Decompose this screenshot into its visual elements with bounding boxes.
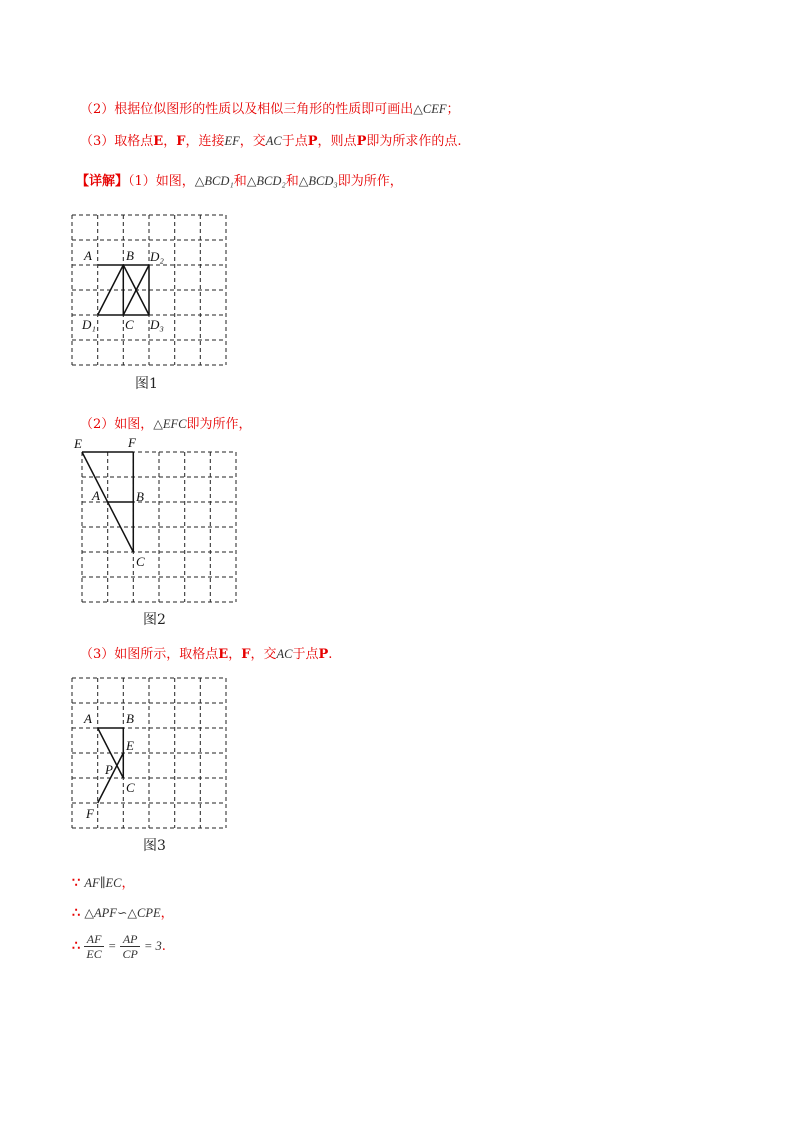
figure-3 [60, 670, 240, 835]
fraction-ap-cp: $\frac{AP}{CP}$ [122, 932, 138, 961]
label-a: A [84, 711, 92, 726]
triangles-1 [98, 265, 149, 315]
therefore-symbol-2: ∴ [72, 939, 81, 954]
math-cef: △CEF [413, 102, 447, 116]
label-d3: D₃ [150, 317, 164, 332]
part-2-line: （2）如图，△EFC即为所作， [80, 417, 252, 432]
label-d2: D₂ [150, 249, 164, 264]
step-2-hint: （2）根据位似图形的性质以及相似三角形的性质即可画出△CEF； [80, 102, 460, 117]
label-b: B [126, 248, 134, 263]
figure-1-caption: 图1 [135, 376, 158, 392]
detail-line: 【详解】（1）如图，△BCD₁和△BCD₂和△BCD₃即为所作， [76, 174, 403, 189]
label-b: B [126, 711, 134, 726]
proof-line-1: ∵ AF∥EC， [72, 876, 135, 891]
label-c: C [126, 780, 135, 795]
label-d1: D₁ [82, 317, 96, 332]
fraction-af-ec: $\frac{AF}{EC}$ [86, 932, 102, 961]
label-a: A [92, 488, 100, 503]
label-f: F [128, 435, 136, 450]
label-e: E [74, 436, 82, 451]
label-c: C [125, 317, 134, 332]
label-p: P [105, 762, 113, 777]
proof-line-2: ∴ △APF∽△CPE， [72, 906, 174, 921]
proof-line-3: ∴ $\frac{AF}{EC}$ = $\frac{AP}{CP}$ = 3. [72, 932, 166, 961]
figure-2 [68, 430, 248, 610]
label-c: C [136, 554, 145, 569]
label-a: A [84, 248, 92, 263]
detail-label: 【详解】 [76, 174, 129, 189]
therefore-symbol: ∴ [72, 906, 81, 921]
figure-2-caption: 图2 [143, 612, 166, 628]
label-b: B [136, 489, 144, 504]
figure-3-caption: 图3 [143, 838, 166, 854]
label-e: E [126, 738, 134, 753]
figure-1 [60, 205, 240, 375]
because-symbol: ∵ [72, 876, 81, 891]
step-3-hint: （3）取格点E，F，连接EF，交AC于点P，则点P即为所求作的点. [80, 134, 462, 149]
part-3-line: （3）如图所示，取格点E，F，交AC于点P. [80, 647, 333, 662]
label-f: F [86, 806, 94, 821]
grid-3 [72, 678, 226, 828]
grid-2 [82, 452, 236, 602]
